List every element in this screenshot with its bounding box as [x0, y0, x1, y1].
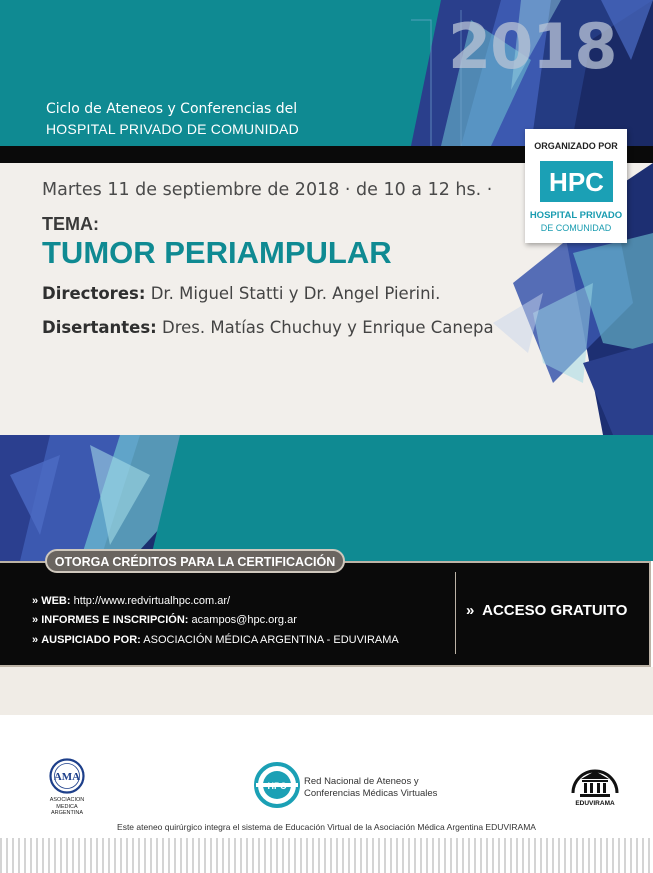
red-hpc-logo-icon — [254, 762, 300, 808]
ama-logo-icon — [49, 758, 85, 794]
eduvirama-logo-icon — [569, 763, 621, 805]
hpc-logo — [540, 161, 613, 202]
sponsor-label: AUSPICIADO POR: — [41, 634, 141, 646]
speakers-line — [42, 318, 494, 337]
network-name — [304, 776, 437, 800]
free-access — [466, 602, 627, 619]
sponsor-value: ASOCIACIÓN MÉDICA ARGENTINA - EDUVIRAMA — [143, 634, 399, 646]
speakers-label: Disertantes: — [42, 318, 157, 337]
info-registration — [32, 614, 297, 626]
footnote: Este ateneo quirúrgico integra el sistema de Educación Virtual de la Asociación Médica Argentina EDUVIRAMA — [117, 822, 536, 832]
web-link[interactable]: http://www.redvirtualhpc.com.ar/ — [73, 595, 231, 607]
speakers-value: Dres. Matías Chuchuy y Enrique Canepa — [162, 318, 494, 337]
hospital-name: HOSPITAL PRIVADO DE COMUNIDAD — [46, 121, 299, 137]
ama-caption-line: ARGENTINA — [50, 810, 84, 816]
event-date: Martes 11 de septiembre de 2018 · de 10 a 12 hs. · — [42, 180, 493, 200]
directors-line — [42, 284, 440, 303]
topic-label: TEMA: — [42, 214, 99, 234]
header-banner — [0, 0, 653, 146]
info-divider — [455, 572, 456, 654]
registration-email[interactable]: acampos@hpc.org.ar — [191, 614, 297, 626]
network-line: Red Nacional de Ateneos y — [304, 776, 419, 787]
hpc-logo-text: HPC — [549, 167, 604, 197]
ama-caption — [40, 797, 94, 817]
bullet-icon: » — [466, 602, 475, 619]
bullet-icon: » — [32, 595, 39, 607]
organizer-name: HOSPITAL PRIVADO — [529, 210, 623, 221]
info-web — [32, 595, 230, 607]
cycle-title: Ciclo de Ateneos y Conferencias del — [46, 101, 298, 117]
teal-band — [0, 435, 653, 561]
beige-strip — [0, 667, 653, 715]
directors-label: Directores: — [42, 284, 146, 303]
web-label: WEB: — [41, 595, 71, 607]
network-line: Conferencias Médicas Virtuales — [304, 788, 438, 799]
info-sponsor — [32, 634, 399, 646]
topic-title: TUMOR PERIAMPULAR — [42, 235, 392, 270]
geometric-decoration — [0, 435, 245, 561]
credits-badge-text: OTORGA CRÉDITOS PARA LA CERTIFICACIÓN — [54, 555, 336, 569]
bullet-icon: » — [32, 634, 39, 646]
organizer-label: ORGANIZADO POR — [534, 141, 618, 151]
eduvirama-caption: EDUVIRAMA — [575, 800, 615, 807]
ama-logo-text: AMA — [53, 771, 81, 783]
organizer-card — [525, 129, 627, 243]
bullet-icon: » — [32, 614, 39, 626]
credits-badge — [45, 549, 345, 573]
ama-caption-line: ASOCIACION — [49, 797, 85, 803]
red-logo-text: HPC — [267, 781, 287, 791]
ama-caption-line: MEDICA — [56, 803, 78, 810]
free-access-label: ACCESO GRATUITO — [482, 602, 628, 619]
organizer-name-sub: DE COMUNIDAD — [540, 223, 612, 233]
year-label: 2018 — [448, 10, 617, 83]
registration-label: INFORMES E INSCRIPCIÓN: — [41, 614, 189, 626]
directors-value: Dr. Miguel Statti y Dr. Angel Pierini. — [150, 284, 441, 303]
decorative-stripes — [0, 838, 653, 873]
